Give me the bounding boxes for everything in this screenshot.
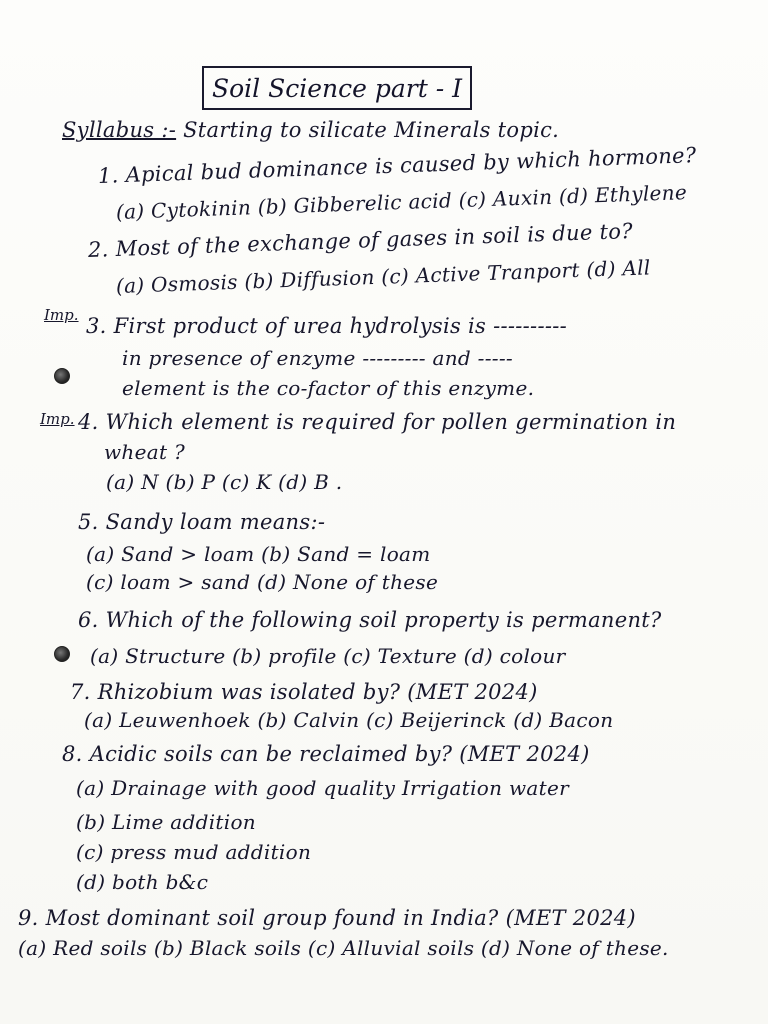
- question-5-options-1: (a) Sand > loam (b) Sand = loam: [86, 542, 431, 566]
- question-8-option-c: (c) press mud addition: [76, 840, 312, 864]
- important-mark: Imp.: [44, 306, 79, 324]
- binder-hole: [54, 646, 70, 662]
- question-7: 7. Rhizobium was isolated by? (MET 2024): [70, 680, 538, 704]
- question-8: 8. Acidic soils can be reclaimed by? (MET 2024): [62, 742, 590, 766]
- syllabus-line: [62, 118, 559, 142]
- question-4-line-2: wheat ?: [104, 440, 185, 464]
- question-5-options-2: (c) loam > sand (d) None of these: [86, 570, 439, 594]
- syllabus-label: Syllabus :-: [62, 118, 177, 142]
- question-9-options: (a) Red soils (b) Black soils (c) Alluvial soils (d) None of these.: [18, 936, 669, 960]
- question-6: 6. Which of the following soil property is permanent?: [78, 608, 662, 632]
- question-1-options: (a) Cytokinin (b) Gibberelic acid (c) Auxin (d) Ethylene: [115, 180, 688, 224]
- page-title: [202, 66, 472, 110]
- important-mark: Imp.: [40, 410, 75, 428]
- syllabus-text: Starting to silicate Minerals topic.: [183, 118, 560, 142]
- question-8-option-b: (b) Lime addition: [76, 810, 256, 834]
- question-3-line-2: in presence of enzyme --------- and -----: [122, 346, 513, 370]
- binder-hole: [54, 368, 70, 384]
- question-8-option-a: (a) Drainage with good quality Irrigation water: [76, 776, 569, 800]
- question-7-options: (a) Leuwenhoek (b) Calvin (c) Beijerinck (d) Bacon: [84, 708, 614, 732]
- page-title-text: Soil Science part - I: [212, 73, 462, 103]
- question-3: 3. First product of urea hydrolysis is ----------: [86, 314, 568, 338]
- question-1: 1. Apical bud dominance is caused by which hormone?: [97, 143, 697, 188]
- question-2-options: (a) Osmosis (b) Diffusion (c) Active Tranport (d) All: [115, 255, 651, 298]
- question-4: 4. Which element is required for pollen germination in: [78, 410, 677, 434]
- question-3-line-3: element is the co-factor of this enzyme.: [122, 376, 535, 400]
- question-8-option-d: (d) both b&c: [76, 870, 209, 894]
- question-9: 9. Most dominant soil group found in India? (MET 2024): [18, 906, 636, 930]
- question-2: 2. Most of the exchange of gases in soil is due to?: [87, 218, 634, 262]
- question-6-options: (a) Structure (b) profile (c) Texture (d) colour: [90, 644, 566, 668]
- question-5: 5. Sandy loam means:-: [78, 510, 326, 534]
- question-4-options: (a) N (b) P (c) K (d) B .: [106, 470, 343, 494]
